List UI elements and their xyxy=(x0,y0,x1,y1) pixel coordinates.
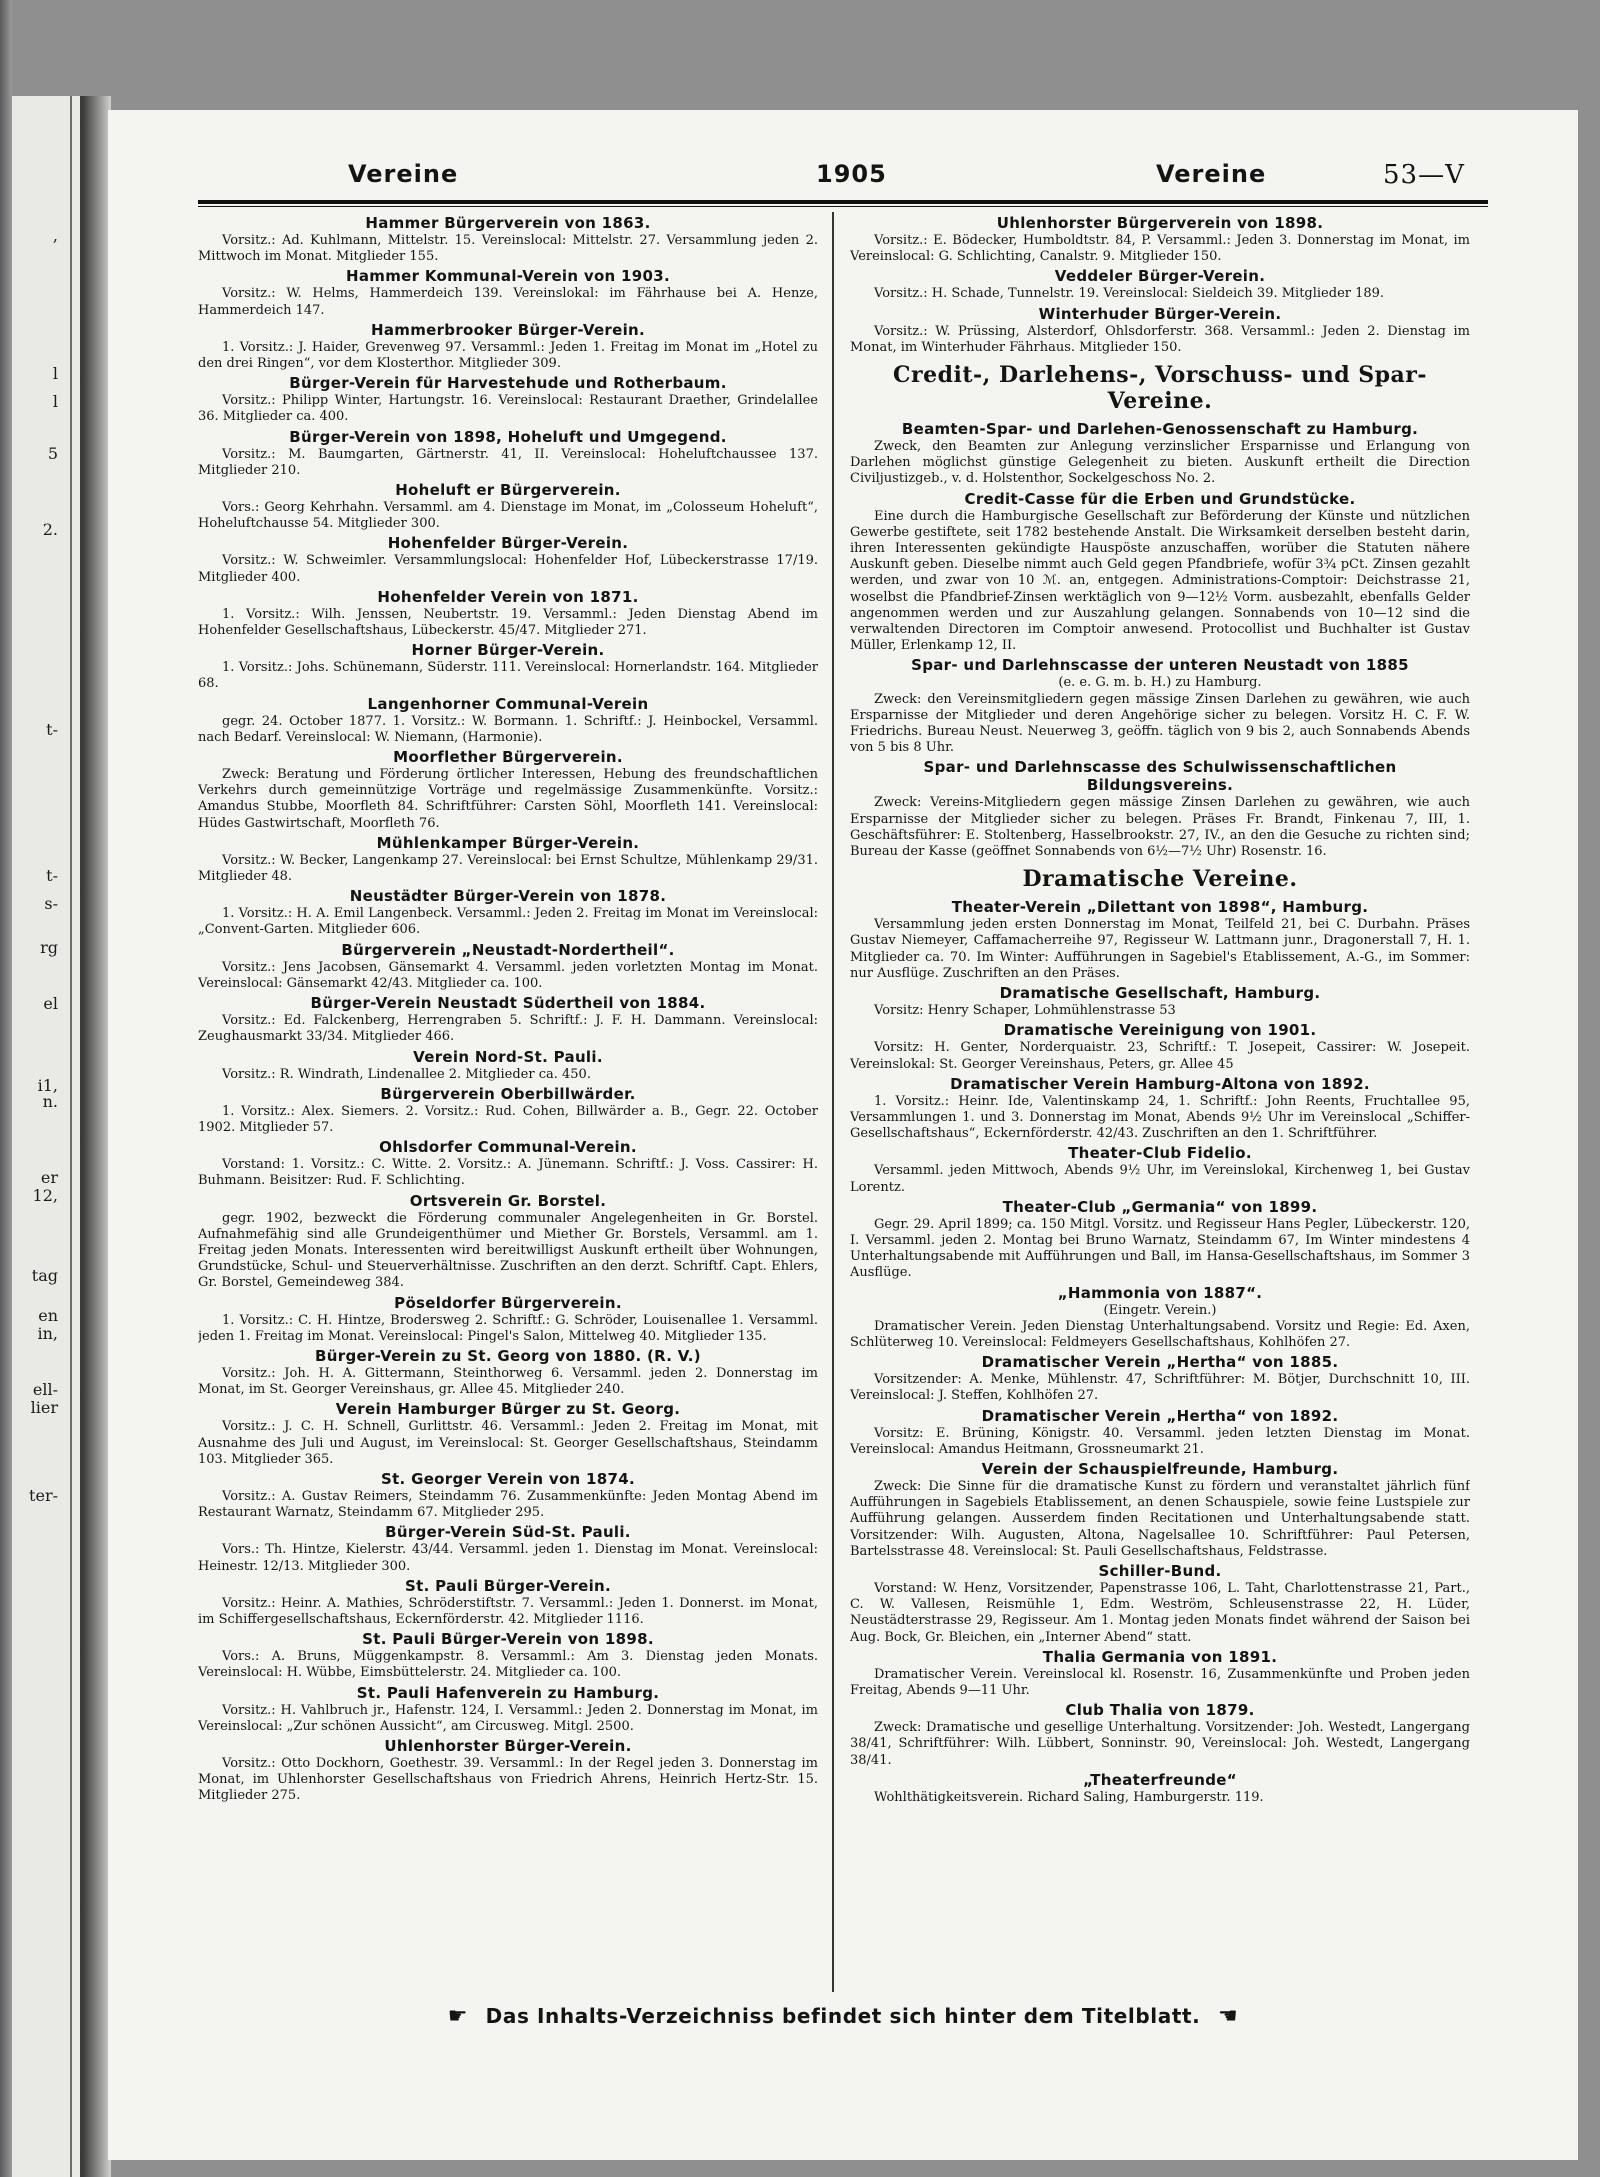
association-entry xyxy=(850,1562,1470,1646)
entry-title: Spar- und Darlehnscasse des Schulwissenschaftlichen Bildungsvereins. xyxy=(923,758,1397,795)
entry-title: St. Pauli Hafenverein zu Hamburg. xyxy=(356,1683,660,1702)
entry-text: Vorsitz.: W. Becker, Langenkamp 27. Vereinslocal: bei Ernst Schultze, Mühlenkamp 29/31. Mitglieder 48. xyxy=(198,852,818,885)
association-entry xyxy=(198,1294,818,1345)
entry-title: Bürgerverein Oberbillwärder. xyxy=(380,1084,636,1103)
margin-fragment: n. xyxy=(42,1092,58,1111)
entry-title: Hammerbrooker Bürger-Verein. xyxy=(370,320,646,339)
column-divider xyxy=(832,212,834,1992)
entry-title: Verein Nord-St. Pauli. xyxy=(413,1047,603,1066)
page-header xyxy=(198,160,1528,196)
margin-fragment: 12, xyxy=(32,1186,58,1205)
entry-text: Vorsitz: E. Brüning, Königstr. 40. Versamml. jeden letzten Dienstag im Monat. Vereinslocal: Amandus Heitmann, Grossneumarkt 21. xyxy=(850,1425,1470,1457)
association-entry xyxy=(198,321,818,372)
entry-text: Vorsitz: Henry Schaper, Lohmühlenstrasse 53 xyxy=(874,1003,1176,1019)
entry-title: Bürgerverein „Neustadt-Nordertheil“. xyxy=(341,940,675,959)
margin-fragment: t- xyxy=(46,866,58,885)
entry-text: Vorstand: 1. Vorsitz.: C. Witte. 2. Vorsitz.: A. Jünemann. Schriftf.: J. Voss. Cassirer: H. Buhmann. Beisitzer: Rud. F. Schlichting. xyxy=(198,1157,818,1189)
previous-page-rule xyxy=(70,96,72,2177)
association-entry xyxy=(850,490,1470,655)
entry-title: Hohenfelder Bürger-Verein. xyxy=(387,534,629,553)
association-entry xyxy=(198,1400,818,1468)
margin-fragment: en xyxy=(38,1306,58,1325)
association-entry xyxy=(850,984,1470,1019)
entry-title: St. Pauli Bürger-Verein. xyxy=(405,1576,611,1595)
entry-text: Vorsitz.: Ad. Kuhlmann, Mittelstr. 15. Vereinslocal: Mittelstr. 27. Versammlung jeden 2. Mittwoch im Monat. Mitglieder 155. xyxy=(198,233,818,265)
entry-text: 1. Vorsitz.: Alex. Siemers. 2. Vorsitz.: Rud. Cohen, Billwärder a. B., Gegr. 22. October 1902. Mitglieder 57. xyxy=(198,1103,818,1135)
association-entry xyxy=(198,994,818,1045)
entry-title: Moorflether Bürgerverein. xyxy=(393,748,623,767)
entry-title: Dramatische Gesellschaft, Hamburg. xyxy=(999,984,1321,1003)
entry-text: Vorsitz.: Heinr. A. Mathies, Schröderstiftstr. 7. Versamml.: Jeden 1. Donnerst. im Monat, im Schiffergesellschaftshaus, Eckernförderstr. 42. Mitglieder 1116. xyxy=(198,1595,818,1627)
scan-edge xyxy=(0,0,12,2177)
margin-fragment: 5 xyxy=(47,444,58,463)
left-column xyxy=(198,212,818,1997)
association-entry xyxy=(198,695,818,746)
entry-text: Vorsitz.: Jens Jacobsen, Gänsemarkt 4. Versamml. jeden vorletzten Montag im Monat. Vereinslocal: Gänsemarkt 42/43. Mitglieder ca. 100. xyxy=(198,959,818,991)
association-entry xyxy=(198,374,818,425)
footer-text: Das Inhalts-Verzeichniss befindet sich hinter dem Titelblatt. xyxy=(485,2004,1201,2028)
entry-title: Bürger-Verein zu St. Georg von 1880. (R. V.) xyxy=(315,1346,701,1365)
header-rule-thin xyxy=(198,206,1488,207)
entry-text: Gegr. 29. April 1899; ca. 150 Mitgl. Vorsitz. und Regisseur Hans Pegler, Lübeckerstr. 120, I. Versamml. jeden 2. Montag bei Bruno Warnatz, Steindamm 67, Im Winter mindestens 4 Unterhaltungsabende mit Aufführungen und Ball, im Hansa-Gesellschaftshaus, im Sommer 3 Ausflüge. xyxy=(850,1216,1470,1281)
association-entry xyxy=(850,898,1470,982)
entry-title: Hammer Kommunal-Verein von 1903. xyxy=(345,267,670,286)
margin-fragment: rg xyxy=(40,938,58,957)
entry-text: Vorsitz: H. Genter, Norderquaistr. 23, Schriftf.: T. Josepeit, Cassirer: W. Josepeit. Vereinslokal: St. Georger Vereinshaus, Peters, gr. Allee 45 xyxy=(850,1040,1470,1072)
entry-title: „Theaterfreunde“ xyxy=(1083,1770,1237,1789)
entry-title: Ortsverein Gr. Borstel. xyxy=(409,1191,607,1210)
entry-title: Ohlsdorfer Communal-Verein. xyxy=(379,1138,637,1157)
association-entry xyxy=(850,1021,1470,1072)
entry-title: Bürger-Verein Süd-St. Pauli. xyxy=(385,1523,631,1542)
section-heading: Credit-, Darlehens-, Vorschuss- und Spar-Vereine. xyxy=(893,362,1427,415)
entry-text: Vorsitz.: M. Baumgarten, Gärtnerstr. 41, II. Vereinslocal: Hoheluftchaussee 137. Mitglieder 210. xyxy=(198,446,818,478)
entry-text: Zweck: Vereins-Mitgliedern gegen mässige Zinsen Darlehen zu gewähren, wie auch Ersparnisse der Mitglieder sicher zu belegen. Präses Fr. Brandt, Finkenau 7, III, 1. Geschäftsführer: E. Stoltenberg, Hasselbrookstr. 27, IV., an den die Gesuche zu richten sind; Bureau der Kasse (geöffnet Sonnabends von 6½—7½ Uhr) Rosenstr. 16. xyxy=(850,795,1470,860)
entry-text: Vorsitz.: A. Gustav Reimers, Steindamm 76. Zusammenkünfte: Jeden Montag Abend im Restaurant Warnatz, Steindamm 67. Mitglieder 295. xyxy=(198,1488,818,1521)
association-entry xyxy=(198,1737,818,1805)
association-entry xyxy=(198,214,818,265)
entry-text: Vors.: Th. Hintze, Kielerstr. 43/44. Versamml. jeden 1. Dienstag im Monat. Vereinslocal: Heinestr. 12/13. Mitglieder 300. xyxy=(198,1542,818,1574)
association-entry xyxy=(850,1075,1470,1143)
margin-fragment: l xyxy=(52,392,58,411)
entry-text: Vorsitz.: W. Schweimler. Versammlungslocal: Hohenfelder Hof, Lübeckerstrasse 17/19. Mitglieder 400. xyxy=(198,553,818,585)
association-entry xyxy=(850,305,1470,356)
entry-text: Zweck, den Beamten zur Anlegung verzinslicher Ersparnisse und Erlangung von Darlehen möglichst günstige Gelegenheit zu bieten. Auskunft ertheilt die Direction Civiljustizgeb., v. d. Holstenthor, Sockelgeschoss No. 2. xyxy=(850,439,1470,487)
entry-text: Wohlthätigkeitsverein. Richard Saling, Hamburgerstr. 119. xyxy=(874,1789,1264,1805)
entry-text: Zweck: Beratung und Förderung örtlicher Interessen, Hebung des freundschaftlichen Verkehrs durch gemeinnützige Vorträge und regelmässige Zusammenkünfte. Vorsitz.: Amandus Stubbe, Moorfleth 84. Schriftführer: Carsten Söhl, Moorfleth 141. Vereinslocal: Hüdes Gastwirtschaft, Moorfleth 76. xyxy=(198,767,818,831)
association-entry xyxy=(850,1407,1470,1458)
margin-fragment: tag xyxy=(31,1266,58,1285)
entry-text: Vorsitz.: J. C. H. Schnell, Gurlittstr. 46. Versamml.: Jeden 2. Freitag im Monat, mit Ausnahme des Juli und August, im Vereinslocal: St. Georger Gesellschaftshaus, Steindamm 103. Mitglieder 365. xyxy=(198,1419,818,1467)
association-entry xyxy=(198,267,818,318)
entry-title: Spar- und Darlehnscasse der unteren Neustadt von 1885 xyxy=(911,656,1409,675)
entry-text: Zweck: Die Sinne für die dramatische Kunst zu fördern und veranstaltet jährlich fünf Aufführungen in Sagebiels Etablissement, an denen Schauspiele, sowie feine Lustspiele zur Aufführung gelangen. Ausserdem finden Recitationen und Unterhaltungsabende statt. Vorsitzender: Wilh. Augusten, Altona, Nagelsallee 10. Schriftführer: Paul Petersen, Bartelsstrasse 48. Vereinslocal: St. Pauli Gesellschaftshaus, Feldstrasse. xyxy=(850,1478,1470,1559)
entry-text: Vorsitz.: R. Windrath, Lindenallee 2. Mitglieder ca. 450. xyxy=(222,1066,591,1082)
entry-text: Vors.: A. Bruns, Müggenkampstr. 8. Versamml.: Am 3. Dienstag jeden Monats. Vereinslocal: H. Wübbe, Eimsbüttelerstr. 24. Mitglieder ca. 100. xyxy=(198,1649,818,1681)
entry-title: Uhlenhorster Bürgerverein von 1898. xyxy=(996,214,1324,232)
margin-fragment: i1, xyxy=(37,1076,58,1095)
margin-fragment: , xyxy=(52,226,58,245)
entry-text: Vorstand: W. Henz, Vorsitzender, Papenstrasse 106, L. Taht, Charlottenstrasse 21, Part., C. W. Vallesen, Reismühle 1, Edm. Weström, Schleusenstrasse 22, H. Lüder, Neustädterstrasse 29, Regisseur. Am 1. Montag jeden Monats findet während der Saison bei Aug. Bock, Gr. Bleichen, ein „Interner Abend“ statt. xyxy=(850,1580,1470,1645)
entry-text: Versammlung jeden ersten Donnerstag im Monat, Teilfeld 21, bei C. Durbahn. Präses Gustav Niemeyer, Caffamacherreihe 97, Regisseur W. Lattmann junr., Dragonerstall 7, H. 1. Mitglieder ca. 70. Im Winter: Aufführungen in Sagebiel's Etablissement, A.-G., im Sommer: nur Ausflüge. Zuschriften an den Präses. xyxy=(850,917,1470,981)
entry-text: Eine durch die Hamburgische Gesellschaft zur Beförderung der Künste und nützlichen Gewerbe gestiftete, seit 1782 bestehende Anstalt. Die Wirksamkeit derselben besteht darin, ihren Interessenten gekündigte Hauspöste anzuschaffen, worüber die Statuten nähere Auskunft geben. Dieselbe nimmt auch Geld gegen Pfandbriefe, wofür 3¾ pCt. Zinsen gezahlt werden, und zwar von 10 ℳ. an, entgegen. Administrations-Comptoir: Deichstrasse 21, woselbst die Pfandbrief-Zinsen werktäglich von 9—12½ Vorm. ausbezahlt, ebenfalls Gelder angenommen werden und zur Auszahlung gelangen. Sonnabends von 10—12 sind die verwaltenden Directoren im Comptoir anwesend. Protocollist und Buchhalter ist Gustav Müller, Erlenkamp 12, II. xyxy=(850,508,1470,654)
entry-title: Bürger-Verein von 1898, Hoheluft und Umgegend. xyxy=(289,427,727,446)
association-entry xyxy=(850,1144,1470,1195)
margin-fragment: er xyxy=(40,1168,58,1187)
entry-title: Beamten-Spar- und Darlehen-Genossenschaft zu Hamburg. xyxy=(901,420,1419,439)
entry-title: Hammer Bürgerverein von 1863. xyxy=(365,214,651,232)
association-entry xyxy=(850,656,1470,756)
entry-title: Credit-Casse für die Erben und Grundstücke. xyxy=(964,489,1356,508)
association-entry xyxy=(198,481,818,532)
association-entry xyxy=(198,1347,818,1398)
entry-text: Dramatischer Verein. Vereinslocal kl. Rosenstr. 16, Zusammenkünfte und Proben jeden Freitag, Abends 9—11 Uhr. xyxy=(850,1666,1470,1698)
entry-title: Uhlenhorster Bürger-Verein. xyxy=(384,1736,632,1755)
entry-title: Dramatischer Verein Hamburg-Altona von 1892. xyxy=(950,1074,1370,1093)
entry-title: Hoheluft er Bürgerverein. xyxy=(395,481,621,500)
footer-note xyxy=(198,2004,1488,2034)
entry-title: Pöseldorfer Bürgerverein. xyxy=(394,1293,622,1312)
association-entry xyxy=(198,428,818,479)
association-entry xyxy=(198,1192,818,1292)
margin-fragment: in, xyxy=(37,1324,58,1343)
margin-fragment: ter- xyxy=(29,1486,58,1505)
entry-text: gegr. 1902, bezweckt die Förderung communaler Angelegenheiten in Gr. Borstel. Aufnahmefähig sind alle Grundeigenthümer und Miether Gr. Borstels, Versamml. am 1. Freitag jeden Monats. Interessenten wird bereitwilligst Auskunft ertheilt über Wohnungen, Grundstücke, Schul- und Steuerverhältnisse. Zuschriften an den derzt. Schriftf. Capt. Ehlers, Gr. Borstel, Gemeindeweg 384. xyxy=(198,1210,818,1291)
association-entry xyxy=(198,641,818,692)
association-entry xyxy=(198,534,818,585)
association-entry xyxy=(850,267,1470,302)
entry-text: Zweck: den Vereinsmitgliedern gegen mässige Zinsen Darlehen zu gewähren, wie auch Ersparnisse der Mitglieder und deren Angehörige sicher zu belegen. Vorsitz H. C. F. W. Friedrichs. Bureau Neust. Neuerweg 3, geöffn. täglich von 9 bis 2, auch Sonnabends Abends von 5 bis 8 Uhr. xyxy=(850,691,1470,756)
entry-title: Hohenfelder Verein von 1871. xyxy=(377,587,639,606)
book-gutter xyxy=(83,96,111,2177)
margin-fragment: 2. xyxy=(42,520,58,539)
header-left: Vereine xyxy=(348,160,459,188)
header-year: 1905 xyxy=(816,160,887,188)
association-entry xyxy=(198,1048,818,1083)
association-entry xyxy=(850,1284,1470,1352)
margin-fragment: t- xyxy=(46,720,58,739)
entry-text: 1. Vorsitz.: C. H. Hintze, Brodersweg 2. Schriftf.: G. Schröder, Louisenallee 1. Versamml. jeden 1. Freitag im Monat. Vereinslocal: Pingel's Salon, Mittelweg 40. Mitglieder 135. xyxy=(198,1312,818,1344)
entry-title: Dramatischer Verein „Hertha“ von 1892. xyxy=(981,1406,1339,1425)
association-entry xyxy=(198,1630,818,1681)
association-entry xyxy=(850,1198,1470,1282)
pointing-hand-left-icon: ☛ xyxy=(447,2004,469,2029)
entry-title: Verein der Schauspielfreunde, Hamburg. xyxy=(981,1459,1339,1478)
entry-title: Langenhorner Communal-Verein xyxy=(367,694,649,713)
entry-text: Versamml. jeden Mittwoch, Abends 9½ Uhr, im Vereinslokal, Kirchenweg 1, bei Gustav Lorentz. xyxy=(850,1163,1470,1195)
entry-title: Winterhuder Bürger-Verein. xyxy=(1038,304,1282,323)
association-entry xyxy=(198,1577,818,1628)
margin-fragment: s- xyxy=(44,894,58,913)
entry-title: Schiller-Bund. xyxy=(1098,1561,1222,1580)
association-entry xyxy=(198,1470,818,1521)
entry-title: St. Georger Verein von 1874. xyxy=(380,1469,636,1488)
entry-title: Dramatische Vereinigung von 1901. xyxy=(1003,1021,1317,1040)
margin-fragment: ell- xyxy=(32,1380,58,1399)
association-entry xyxy=(198,1684,818,1735)
entry-text: Vors.: Georg Kehrhahn. Versamml. am 4. Dienstage im Monat, im „Colosseum Hoheluft“, Hoheluftchausse 54. Mitglieder 300. xyxy=(198,500,818,532)
entry-title: „Hammonia von 1887“. xyxy=(1057,1283,1263,1302)
page-number: 53—V xyxy=(1383,160,1465,190)
association-entry xyxy=(198,834,818,885)
entry-text: Vorsitz.: W. Helms, Hammerdeich 139. Vereinslokal: im Fährhause bei A. Henze, Hammerdeich 147. xyxy=(198,286,818,318)
association-entry xyxy=(850,420,1470,488)
entry-title: Dramatischer Verein „Hertha“ von 1885. xyxy=(981,1353,1339,1372)
association-entry xyxy=(850,758,1470,860)
entry-text: Vorsitz.: Philipp Winter, Hartungstr. 16. Vereinslocal: Restaurant Draether, Grindelallee 36. Mitglieder ca. 400. xyxy=(198,393,818,425)
entry-subtitle: (e. e. G. m. b. H.) zu Hamburg. xyxy=(1058,675,1262,691)
previous-page-edge xyxy=(12,96,83,2177)
association-entry xyxy=(198,1138,818,1189)
entry-title: Neustädter Bürger-Verein von 1878. xyxy=(349,887,667,906)
entry-title: Mühlenkamper Bürger-Verein. xyxy=(376,833,640,852)
association-entry xyxy=(850,1353,1470,1404)
entry-title: St. Pauli Bürger-Verein von 1898. xyxy=(362,1630,654,1649)
section-heading: Dramatische Vereine. xyxy=(1022,866,1298,893)
association-entry xyxy=(850,1701,1470,1769)
association-entry xyxy=(850,1648,1470,1699)
entry-text: 1. Vorsitz.: Johs. Schünemann, Süderstr. 111. Vereinslocal: Hornerlandstr. 164. Mitglieder 68. xyxy=(198,660,818,692)
header-rule xyxy=(198,200,1488,204)
entry-text: Dramatischer Verein. Jeden Dienstag Unterhaltungsabend. Vorsitz und Regie: Ed. Axen, Schlüterweg 10. Vereinslocal: Feldmeyers Gesellschaftshaus, Kohlhöfen 27. xyxy=(850,1318,1470,1350)
association-entry xyxy=(198,887,818,938)
entry-title: Theater-Club „Germania“ von 1899. xyxy=(1002,1197,1318,1216)
entry-text: Vorsitz.: E. Bödecker, Humboldtstr. 84, P. Versamml.: Jeden 3. Donnerstag im Monat, im Vereinslocal: G. Schlichting, Canalstr. 9. Mitglieder 150. xyxy=(850,233,1470,265)
association-entry xyxy=(850,1460,1470,1560)
margin-fragment: lier xyxy=(30,1398,58,1417)
entry-text: Zweck: Dramatische und gesellige Unterhaltung. Vorsitzender: Joh. Westedt, Langergang 38/41, Schriftführer: Wilh. Lübbert, Sonninstr. 90, Vereinslocal: Joh. Westedt, Langergang 38/41. xyxy=(850,1720,1470,1768)
margin-fragment: l xyxy=(52,364,58,383)
entry-text: Vorsitz.: W. Prüssing, Alsterdorf, Ohlsdorferstr. 368. Versamml.: Jeden 2. Dienstag im Monat, im Winterhuder Fährhaus. Mitglieder 150. xyxy=(850,323,1470,355)
entry-text: Vorsitz.: H. Schade, Tunnelstr. 19. Vereinslocal: Sieldeich 39. Mitglieder 189. xyxy=(874,286,1385,302)
entry-text: Vorsitzender: A. Menke, Mühlenstr. 47, Schriftführer: M. Bötjer, Durchschnitt 10, III. Vereinslocal: J. Steffen, Kohlhöfen 27. xyxy=(850,1372,1470,1404)
entry-text: gegr. 24. October 1877. 1. Vorsitz.: W. Bormann. 1. Schriftf.: J. Heinbockel, Versamml. nach Bedarf. Vereinslocal: W. Niemann, (Harmonie). xyxy=(198,713,818,745)
entry-title: Horner Bürger-Verein. xyxy=(411,641,605,660)
entry-subtitle: (Eingetr. Verein.) xyxy=(1103,1302,1217,1318)
entry-text: Vorsitz.: H. Vahlbruch jr., Hafenstr. 124, I. Versamml.: Jeden 2. Donnerstag im Monat, im Vereinslocal: „Zur schönen Aussicht“, am Circusweg. Mitgl. 2500. xyxy=(198,1702,818,1734)
entry-title: Veddeler Bürger-Verein. xyxy=(1054,267,1266,286)
entry-text: 1. Vorsitz.: H. A. Emil Langenbeck. Versamml.: Jeden 2. Freitag im Monat im Vereinslocal: „Convent-Garten. Mitglieder 606. xyxy=(198,906,818,938)
entry-title: Verein Hamburger Bürger zu St. Georg. xyxy=(335,1400,681,1419)
association-entry xyxy=(198,588,818,639)
entry-text: 1. Vorsitz.: Wilh. Jenssen, Neubertstr. 19. Versamml.: Jeden Dienstag Abend im Hohenfelder Gesellschaftshaus, Lübeckerstr. 45/47. Mitglieder 271. xyxy=(198,606,818,639)
association-entry xyxy=(198,748,818,832)
margin-fragment: el xyxy=(43,994,58,1013)
association-entry xyxy=(198,1085,818,1136)
entry-title: Theater-Verein „Dilettant von 1898“, Hamburg. xyxy=(951,898,1369,917)
association-entry xyxy=(198,1523,818,1574)
entry-text: Vorsitz.: Otto Dockhorn, Goethestr. 39. Versamml.: In der Regel jeden 3. Donnerstag im Monat, im Uhlenhorster Gesellschaftshaus von Friedrich Ahrens, Heinrich Hertz-Str. 15. Mitglieder 275. xyxy=(198,1755,818,1804)
entry-text: 1. Vorsitz.: J. Haider, Grevenweg 97. Versamml.: Jeden 1. Freitag im Monat im „Hotel zu den drei Ringen“, vor dem Klosterthor. Mitglieder 309. xyxy=(198,339,818,372)
entry-text: 1. Vorsitz.: Heinr. Ide, Valentinskamp 24, 1. Schriftf.: John Reents, Fruchtallee 95, Versammlungen 1. und 3. Donnerstag im Monat, Abends 9½ Uhr im Vereinslocal „Schiffer-Gesellschaftshaus“, Eckernförderstr. 42/43. Zuschriften an den 1. Schriftführer. xyxy=(850,1093,1470,1142)
entry-text: Vorsitz.: Ed. Falckenberg, Herrengraben 5. Schriftf.: J. F. H. Dammann. Vereinslocal: Zeughausmarkt 33/34. Mitglieder 466. xyxy=(198,1013,818,1045)
association-entry xyxy=(850,1771,1470,1806)
right-column xyxy=(850,212,1470,1997)
entry-title: Bürger-Verein Neustadt Südertheil von 1884. xyxy=(310,994,706,1013)
entry-title: Theater-Club Fidelio. xyxy=(1068,1144,1252,1163)
entry-text: Vorsitz.: Joh. H. A. Gittermann, Steinthorweg 6. Versamml. jeden 2. Donnerstag im Monat, im St. Georger Vereinshaus, gr. Allee 45. Mitglieder 240. xyxy=(198,1365,818,1398)
entry-title: Bürger-Verein für Harvestehude und Rotherbaum. xyxy=(289,374,727,393)
entry-title: Thalia Germania von 1891. xyxy=(1042,1647,1278,1666)
pointing-hand-right-icon: ☚ xyxy=(1217,2004,1239,2029)
header-right: Vereine xyxy=(1156,160,1267,188)
association-entry xyxy=(850,214,1470,265)
association-entry xyxy=(198,941,818,992)
entry-title: Club Thalia von 1879. xyxy=(1065,1701,1255,1720)
